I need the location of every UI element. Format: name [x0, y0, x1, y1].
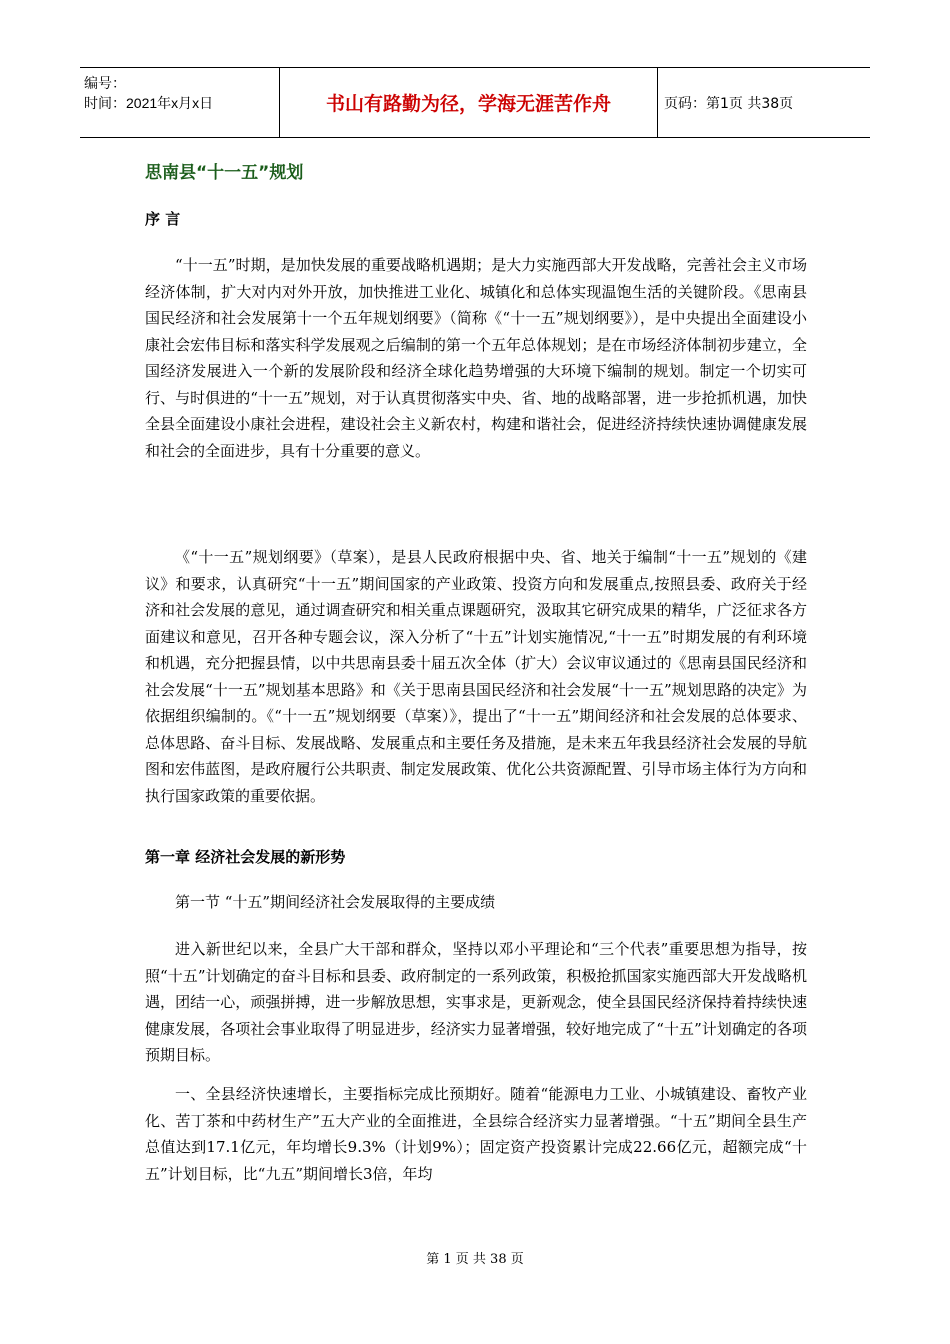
section-1-paragraph-1: 进入新世纪以来，全县广大干部和群众，坚持以邓小平理论和“三个代表”重要思想为指导，按照“十五”计划确定的奋斗目标和县委、政府制定的一系列政策，积极抢抓国家实施西部大开发战略机遇，团结一心，顽强拼搏，进一步解放思想，实事求是，更新观念，使全县国民经济保持着持续快速健康发展，各项社会事业取得了明显进步，经济实力显著增强，较好地完成了“十五”计划确定的各项预期目标。	[145, 940, 807, 1064]
preface-heading: 序 言	[145, 210, 181, 228]
header-page-cell	[658, 68, 870, 137]
preface-paragraph-1: “十一五”时期，是加快发展的重要战略机遇期；是大力实施西部大开发战略，完善社会主义市场经济体制，扩大对内对外开放，加快推进工业化、城镇化和总体实现温饱生活的关键阶段。《思南县国民经济和社会发展第十一个五年规划纲要》（简称《“十一五”规划纲要》），是中央提出全面建设小康社会宏伟目标和落实科学发展观之后编制的第一个五年总体规划；是在市场经济体制初步建立，全国经济发展进入一个新的发展阶段和经济全球化趋势增强的大环境下编制的规划。制定一个切实可行、与时俱进的“十一五”规划，对于认真贯彻落实中央、省、地的战略部署，进一步抢抓机遇，加快全县全面建设小康社会进程，建设社会主义新农村，构建和谐社会，促进经济持续快速协调健康发展和社会的全面进步，具有十分重要的意义。	[145, 256, 807, 460]
page-header	[80, 67, 870, 138]
header-page-info: 页码：第1页 共38页	[664, 95, 794, 112]
preface-paragraph-2: 《“十一五”规划纲要》（草案），是县人民政府根据中央、省、地关于编制“十一五”规划的《建议》和要求，认真研究“十一五”期间国家的产业政策、投资方向和发展重点,按照县委、政府关于经济和社会发展的意见，通过调查研究和相关重点课题研究，汲取其它研究成果的精华，广泛征求各方面建议和意见，召开各种专题会议，深入分析了“十五”计划实施情况,“十一五”时期发展的有利环境和机遇，充分把握县情，以中共思南县委十届五次全体（扩大）会议审议通过的《思南县国民经济和社会发展“十一五”规划基本思路》和《关于思南县国民经济和社会发展“十一五”规划思路的决定》为依据组织编制的。《“十一五”规划纲要（草案）》，提出了“十一五”期间经济和社会发展的总体要求、总体思路、奋斗目标、发展战略、发展重点和主要任务及措施，是未来五年我县经济社会发展的导航图和宏伟蓝图，是政府履行公共职责、制定发展政策、优化公共资源配置、引导市场主体行为方向和执行国家政策的重要依据。	[145, 548, 807, 805]
section-1-paragraph-2: 一、全县经济快速增长，主要指标完成比预期好。随着“能源电力工业、小城镇建设、畜牧产业化、苦丁茶和中药材生产”五大产业的全面推进，全县综合经济实力显著增强。“十五”期间全县生产总值达到17.1亿元，年均增长9.3%（计划9%）；固定资产投资累计完成22.66亿元，超额完成“十五”计划目标，比“九五”期间增长3倍，年均	[145, 1085, 807, 1183]
chapter-1-heading: 第一章 经济社会发展的新形势	[145, 848, 346, 866]
header-meta-cell	[80, 68, 280, 137]
doc-time-label: 时间：2021年x月x日	[84, 95, 214, 111]
header-motto-cell	[280, 68, 658, 137]
doc-number-label: 编号：	[84, 75, 126, 91]
document-title: 思南县“十一五”规划	[145, 163, 304, 183]
header-motto: 书山有路勤为径，学海无涯苦作舟	[325, 93, 611, 115]
page-footer: 第 1 页 共 38 页	[426, 1252, 524, 1267]
section-1-heading: 第一节 “十五”期间经济社会发展取得的主要成绩	[175, 893, 496, 911]
